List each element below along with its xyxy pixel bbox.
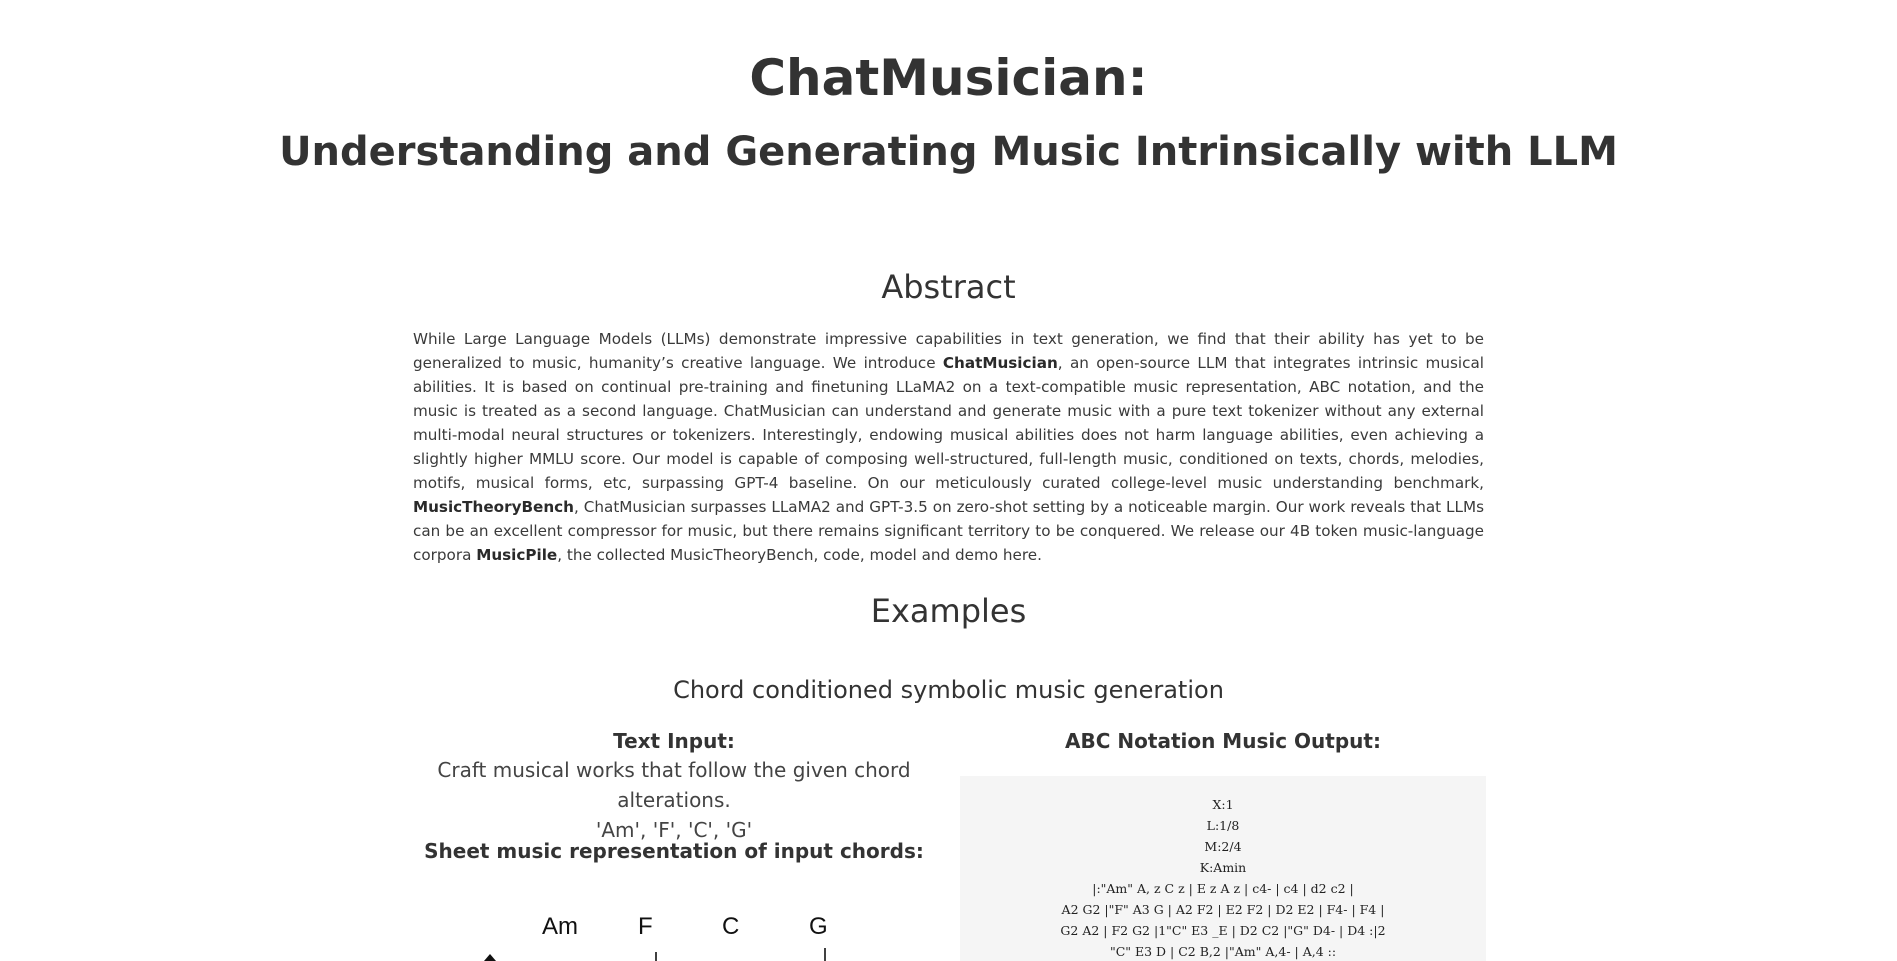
- abc-notation-lines: [960, 776, 1486, 961]
- text-input-chords: 'Am', 'F', 'C', 'G': [595, 818, 753, 842]
- abc-line: L:1/8: [1206, 818, 1240, 833]
- chord-label: F: [638, 913, 653, 940]
- abstract-text-2: , an open-source LLM that integrates intrinsic musical abilities. It is based on continual pre-training and finetuning LLaMA2 on a text-compatible music representation, ABC notation, and the music is treated as a second language. ChatMusician can understand and generate music with a pure text tokenizer without any external multi-modal neural structures or tokenizers. Interestingly, endowing musical abilities does not harm language abilities, even achieving a slightly higher MMLU score. Our model is capable of composing well-structured, full-length music, conditioned on texts, chords, melodies, motifs, musical forms, etc, surpassing GPT-4 baseline. On our meticulously curated college-level music understanding benchmark,: [413, 354, 1484, 492]
- abc-line: A2 G2 |"F" A3 G | A2 F2 | E2 F2 | D2 E2 | F4- | F4 |: [1061, 902, 1385, 917]
- abc-line: M:2/4: [1204, 839, 1242, 854]
- abstract-paragraph: [413, 327, 1484, 567]
- example-subheading: Chord conditioned symbolic music generation: [673, 676, 1224, 704]
- abstract-text-3: , ChatMusician surpasses LLaMA2 and GPT-3.5 on zero-shot setting by a noticeable margin. Our work reveals that LLMs can be an excellent compressor for music, but there remains significant territory to be conquered. We release our 4B token music-language corpora: [413, 498, 1484, 564]
- chord-label: C: [722, 913, 740, 940]
- abc-line: G2 A2 | F2 G2 |1"C" E3 _E | D2 C2 |"G" D4- | D4 :|2: [1060, 923, 1386, 938]
- abc-line: K:Amin: [1199, 860, 1247, 875]
- abc-line: X:1: [1212, 797, 1234, 812]
- chatmusician-name: ChatMusician: [942, 354, 1058, 372]
- abstract-text-1: While Large Language Models (LLMs) demonstrate impressive capabilities in text generation, we find that their ability has yet to be generalized to music, humanity’s creative language. We introduce: [413, 330, 1484, 372]
- text-input-heading: Text Input:: [613, 729, 735, 753]
- musicpile-name: MusicPile: [476, 546, 558, 564]
- page-subtitle: Understanding and Generating Music Intrinsically with LLM: [279, 129, 1618, 175]
- sheet-music-staff: [470, 948, 850, 961]
- page-title: ChatMusician:: [749, 49, 1148, 107]
- abc-notation-box: [960, 776, 1486, 961]
- abstract-heading: Abstract: [881, 268, 1016, 306]
- musictheorybench-name: MusicTheoryBench: [413, 498, 574, 516]
- abstract-text-4: , the collected MusicTheoryBench, code, model and demo here.: [557, 546, 1042, 564]
- abc-output-panel: [960, 727, 1486, 755]
- text-input-panel: [413, 727, 935, 845]
- examples-heading: Examples: [870, 592, 1027, 630]
- abc-line: "C" E3 D | C2 B,2 |"Am" A,4- | A,4 ::: [1109, 944, 1337, 959]
- chord-label: Am: [542, 913, 578, 940]
- chord-label: G: [809, 913, 828, 940]
- treble-clef-icon: [484, 954, 496, 961]
- text-input-prompt: Craft musical works that follow the given chord alterations.: [437, 758, 911, 812]
- abc-line: |:"Am" A, z C z | E z A z | c4- | c4 | d2 c2 |: [1092, 881, 1354, 896]
- abc-output-heading: ABC Notation Music Output:: [1065, 729, 1381, 753]
- sheet-music-heading: Sheet music representation of input chords:: [424, 839, 924, 863]
